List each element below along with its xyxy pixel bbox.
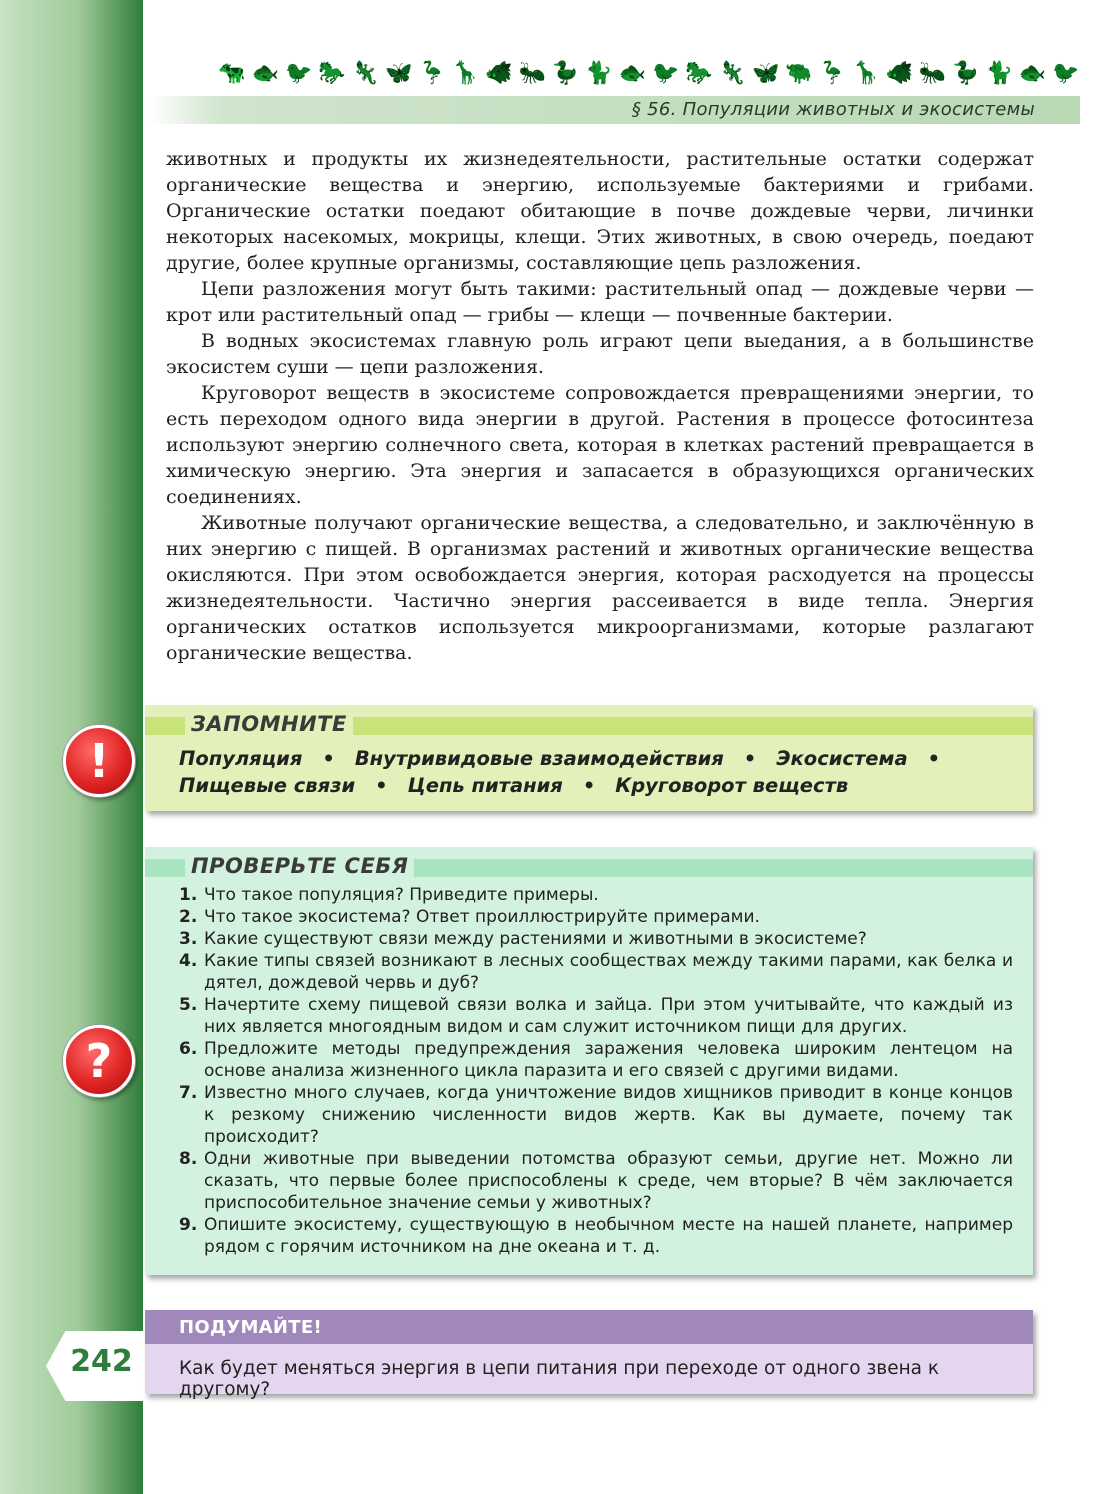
animal-silhouette-icon: 🦆 [551, 60, 580, 86]
check-yourself-box [145, 847, 1033, 1275]
question-item [179, 1148, 1013, 1214]
think-question: Как будет меняться энергия в цепи питания при переходе от одного звена к другому? [179, 1358, 940, 1400]
question-text: Что такое популяция? Приведите примеры. [204, 885, 599, 905]
question-number: 3. [179, 929, 198, 949]
question-number: 8. [179, 1149, 198, 1169]
paragraph: Круговорот веществ в экосистеме сопровождается превращениями энергии, то есть переходом одного вида энергии в другой. Растения в процессе фотосинтеза используют энергию солнечного света, которая в клетках растений превращается в химическую энергию. Эта энергия и запасается в образующихся органических соединениях. [166, 382, 1034, 508]
check-title: ПРОВЕРЬТЕ СЕБЯ [185, 854, 414, 878]
question-number: 9. [179, 1215, 198, 1235]
question-item [179, 1214, 1013, 1258]
animal-silhouette-icon: 🦩 [818, 60, 847, 86]
body-text [166, 146, 1034, 666]
question-item [179, 928, 1013, 950]
paragraph: Цепи разложения могут быть такими: растительный опад — дождевые черви — крот или растительный опад — грибы — клещи — почвенные бактерии. [166, 278, 1034, 326]
animal-silhouette-icon: 🐟 [1018, 60, 1047, 86]
question-item [179, 950, 1013, 994]
animal-silhouette-icon: 🐦 [285, 60, 313, 86]
animal-silhouette-icon: 🦎 [351, 60, 380, 86]
animal-silhouette-icon: 🐜 [518, 60, 546, 86]
animal-silhouette-icon: 🐎 [318, 60, 346, 86]
animal-silhouette-strip [218, 58, 1080, 88]
animal-silhouette-icon: 🐜 [918, 60, 947, 86]
paragraph: Животные получают органические вещества, а следовательно, и заключённую в них энергию с пищей. В организмах растений и животных органические вещества окисляются. При этом освобождается энергия, которая расходуется на процессы жизнедеятельности. Частично энергия рассеивается в виде тепла. Энергия органических остатков используется микроорганизмами, которые разлагают органические вещества. [166, 512, 1034, 664]
animal-silhouette-icon: 🐈 [985, 60, 1013, 86]
question-number: 4. [179, 951, 198, 971]
term: Круговорот веществ [615, 774, 849, 797]
think-title: ПОДУМАЙТЕ! [179, 1317, 322, 1338]
remember-title: ЗАПОМНИТЕ [185, 712, 353, 736]
question-item [179, 994, 1013, 1038]
question-text: Известно много случаев, когда уничтожение видов хищников приводит в конце концов к резкому снижению численности видов жертв. Как вы думаете, почему так происходит? [204, 1083, 1013, 1147]
term: Пищевые связи [179, 774, 356, 797]
animal-silhouette-icon: 🦋 [752, 60, 780, 86]
animal-silhouette-icon: 🐦 [651, 60, 680, 86]
animal-silhouette-icon: 🦒 [852, 60, 880, 86]
animal-silhouette-icon: 🐃 [785, 60, 813, 86]
term: Экосистема [776, 747, 908, 770]
animal-silhouette-icon: 🦆 [952, 60, 980, 86]
animal-silhouette-icon: 🦒 [451, 60, 480, 86]
question-number: 7. [179, 1083, 198, 1103]
animal-silhouette-icon: 🐎 [685, 60, 713, 86]
paragraph: животных и продукты их жизнедеятельности, растительные остатки содержат органические вещества и энергию, используемые бактериями и грибами. Органические остатки поедают обитающие в почве дождевые черви, личинки некоторых насекомых, мокрицы, клещи. Этих животных, в свою очередь, поедают другие, более крупные организмы, составляющие цепь разложения. [166, 148, 1034, 274]
animal-silhouette-icon: 🐄 [218, 60, 246, 86]
question-text: Предложите методы предупреждения заражения человека широким лентецом на основе анализа жизненного цикла паразита и его связей с другими видами. [204, 1039, 1013, 1081]
page-number: 242 [70, 1344, 133, 1379]
animal-silhouette-icon: 🐗 [885, 60, 913, 86]
question-text: Какие типы связей возникают в лесных сообществах между такими парами, как белка и дятел, дождевой червь и дуб? [204, 951, 1013, 993]
separator: • [322, 747, 335, 770]
term: Цепь питания [407, 774, 563, 797]
animal-silhouette-icon: 🐟 [251, 60, 280, 86]
animal-silhouette-icon: 🐟 [618, 60, 647, 86]
animal-silhouette-icon: 🐦 [1052, 60, 1080, 86]
animal-silhouette-icon: 🦎 [718, 60, 747, 86]
question-item [179, 1038, 1013, 1082]
separator: • [582, 774, 596, 797]
question-mark-icon: ? [63, 1025, 135, 1097]
animal-silhouette-icon: 🐗 [485, 60, 513, 86]
animal-silhouette-icon: 🦩 [418, 60, 446, 86]
question-text: Какие существуют связи между растениями и животными в экосистеме? [204, 929, 867, 949]
question-item [179, 906, 1013, 928]
question-text: Одни животные при выведении потомства образуют семьи, другие нет. Можно ли сказать, что первые более приспособлены к среде, чем вторые? В чём заключается приспособительное значение семьи у животных? [204, 1149, 1013, 1213]
term: Популяция [179, 747, 303, 770]
paragraph: В водных экосистемах главную роль играют цепи выедания, а в большинстве экосистем суши — цепи разложения. [166, 330, 1034, 378]
animal-silhouette-icon: 🐈 [585, 60, 613, 86]
question-list [179, 884, 1013, 1258]
question-number: 6. [179, 1039, 198, 1059]
separator: • [743, 747, 757, 770]
section-title: § 56. Популяции животных и экосистемы [631, 99, 1035, 120]
question-item [179, 884, 1013, 906]
question-text: Опишите экосистему, существующую в необычном месте на нашей планете, например рядом с горячим источником на дне океана и т. д. [204, 1215, 1013, 1257]
remember-terms [179, 745, 1019, 799]
question-item [179, 1082, 1013, 1148]
question-text: Начертите схему пищевой связи волка и зайца. При этом учитывайте, что каждый из них является многоядным видом и сам служит источником пищи для других. [204, 995, 1013, 1037]
remember-box [145, 705, 1033, 811]
animal-silhouette-icon: 🦋 [385, 60, 413, 86]
question-number: 2. [179, 907, 198, 927]
term: Внутривидовые взаимодействия [354, 747, 724, 770]
separator: • [927, 747, 941, 770]
question-number: 5. [179, 995, 198, 1015]
exclamation-icon: ! [63, 725, 135, 797]
separator: • [375, 774, 388, 797]
think-box [145, 1310, 1033, 1400]
question-number: 1. [179, 885, 198, 905]
question-text: Что такое экосистема? Ответ проиллюстрируйте примерами. [204, 907, 760, 927]
